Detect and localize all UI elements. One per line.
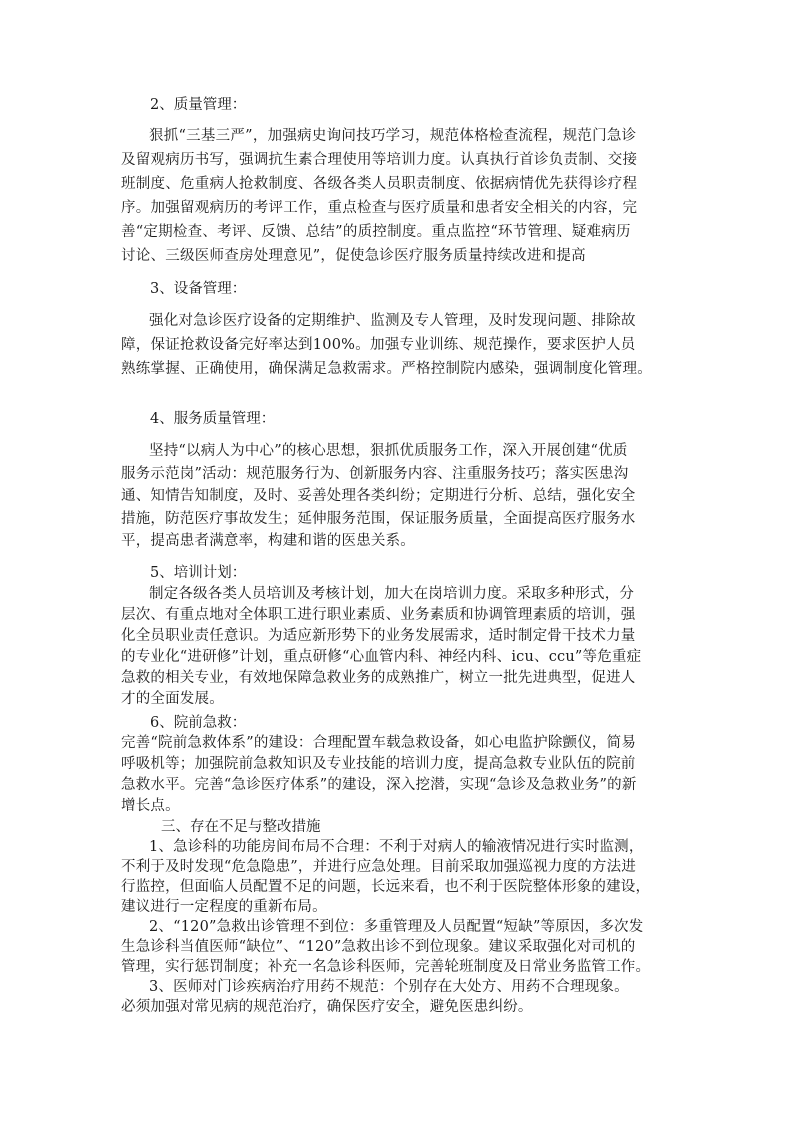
text-line: 狠抓“三基三严”，加强病史询问技巧学习，规范体格检查流程，规范门急诊 [149, 128, 637, 144]
text-line: 服务示范岗”活动：规范服务行为、创新服务内容、注重服务技巧；落实医患沟 [121, 465, 629, 482]
text-line: 熟练掌握、正确使用，确保满足急救需求。严格控制院内感染，强调制度化管理。 [121, 361, 652, 377]
text-line: 层次、有重点地对全体职工进行职业素质、业务素质和协调管理素质的培训，强 [121, 607, 636, 623]
text-line: 障，保证抢救设备完好率达到100%。加强专业训练、规范操作，要求医护人员 [121, 337, 636, 353]
text-line: 措施，防范医疗事故发生；延伸服务范围，保证服务质量，全面提高医疗服务水 [121, 510, 636, 527]
paragraph-equipment [121, 309, 652, 381]
section-heading-equipment: 3、设备管理： [150, 281, 247, 297]
text-line: 完善“院前急救体系”的建设：合理配置车载急救设备，如心电监护除颤仪，简易 [121, 735, 637, 751]
text-line: 通、知情告知制度，及时、妥善处理各类纠纷；定期进行分析、总结，强化安全 [121, 488, 636, 504]
paragraph-shortcomings [121, 837, 650, 1017]
text-line: 强化对急诊医疗设备的定期维护、监测及专人管理，及时发现问题、排除故 [149, 313, 636, 329]
text-line: 不利于及时发现“危急隐患”，并进行应急处理。目前采取加强巡视力度的方法进 [121, 859, 637, 875]
text-line: 制定各级各类人员培训及考核计划，加大在岗培训力度。采取多种形式，分 [149, 586, 635, 602]
section-heading-shortcomings: 三、存在不足与整改措施 [161, 819, 321, 835]
text-line: 1、急诊科的功能房间布局不合理：不利于对病人的输液情况进行实时监测， [149, 839, 644, 855]
text-line: 必须加强对常见病的规范治疗，确保医疗安全，避免医患纠纷。 [121, 999, 533, 1015]
section-heading-prehospital: 6、院前急救： [150, 715, 247, 731]
text-line: 的专业化“进研修”计划，重点研修“心血管内科、神经内科、icu、ccu”等危重症 [121, 649, 642, 665]
text-line: 及留观病历书写，强调抗生素合理使用等培训力度。认真执行首诊负责制、交接 [121, 152, 638, 168]
text-line: 坚持“以病人为中心”的核心思想，狠抓优质服务工作，深入开展创建“优质 [149, 443, 628, 459]
paragraph-prehospital [121, 733, 637, 817]
text-line: 化全员职业责任意识。为适应新形势下的业务发展需求，适时制定骨干技术力量 [121, 628, 636, 644]
text-line: 急救水平。完善“急诊医疗体系”的建设，深入挖潜，实现“急诊及急救业务”的新 [121, 777, 637, 793]
text-line: 善“定期检查、考评、反馈、总结”的质控制度。重点监控“环节管理、疑难病历 [121, 224, 631, 240]
text-line: 班制度、危重病人抢救制度、各级各类人员职责制度、依据病情优先获得诊疗程 [121, 176, 638, 192]
text-line: 建议进行一定程度的重新布局。 [121, 899, 327, 915]
text-line: 3、医师对门诊疾病治疗用药不规范：个别存在大处方、用药不合理现象。 [149, 979, 629, 995]
text-line: 2、“120”急救出诊管理不到位：多重管理及人员配置“短缺”等原因，多次发 [149, 919, 644, 935]
text-line: 行监控，但面临人员配置不足的问题，长远来看，也不利于医院整体形象的建设， [121, 879, 651, 895]
paragraph-service [121, 440, 636, 553]
paragraph-training [121, 584, 641, 710]
text-line: 增长点。 [121, 798, 180, 814]
text-line: 序。加强留观病历的考评工作，重点检查与医疗质量和患者安全相关的内容，完 [121, 200, 638, 216]
section-heading-training: 5、培训计划： [150, 565, 247, 581]
text-line: 生急诊科当值医师“缺位”、“120”急救出诊不到位现象。建议采取强化对司机的 [121, 939, 636, 955]
text-line: 管理，实行惩罚制度；补充一名急诊科医师，完善轮班制度及日常业务监管工作。 [121, 959, 651, 975]
text-line: 急救的相关专业，有效地保障急救业务的成熟推广，树立一批先进典型，促进人 [121, 670, 636, 686]
section-heading-service: 4、服务质量管理： [150, 411, 276, 427]
text-line: 才的全面发展。 [121, 691, 224, 707]
text-line: 呼吸机等；加强院前急救知识及专业技能的培训力度，提高急救专业队伍的院前 [121, 756, 636, 772]
text-line: 讨论、三级医师查房处理意见”，促使急诊医疗服务质量持续改进和提高 [121, 248, 586, 264]
text-line: 平，提高患者满意率，构建和谐的医患关系。 [121, 533, 415, 549]
paragraph-quality [121, 124, 637, 268]
section-heading-quality: 2、质量管理： [150, 97, 247, 113]
